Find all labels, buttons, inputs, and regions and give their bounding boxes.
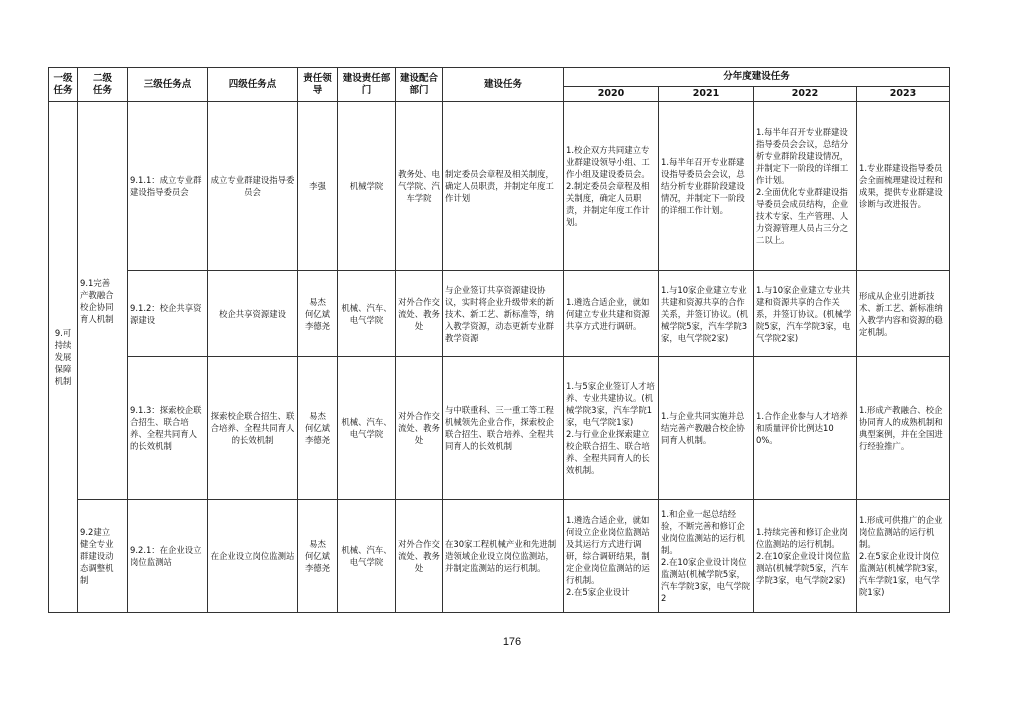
header-task: 建设任务	[443, 68, 564, 102]
level4-cell: 在企业设立岗位监测站	[208, 500, 298, 613]
level3-cell: 9.1.2：校企共享资源建设	[128, 271, 208, 357]
header-level4: 四级任务点	[208, 68, 298, 102]
header-leader: 责任领 导	[298, 68, 338, 102]
header-coop: 建设配合 部门	[396, 68, 443, 102]
level3-cell: 9.1.3：探索校企联合招生、联合培养、全程共同育人的长效机制	[128, 357, 208, 500]
year-2023-cell: 形成从企业引进新技术、新工艺、新标准纳入教学内容和资源的稳定机制。	[857, 271, 950, 357]
level3-cell: 9.2.1：在企业设立岗位监测站	[128, 500, 208, 613]
page-number: 176	[502, 636, 522, 648]
dept-cell: 机械学院	[338, 102, 396, 271]
year-2021-cell: 1.和企业一起总结经验，不断完善和修订企业岗位监测站的运行机制。 2.在10家企业设计岗位监测站(机械学院5家，汽车学院3家，电气学院2	[659, 500, 754, 613]
table-row	[49, 102, 950, 271]
level2-task-9-1: 9.1完善 产教融合 校企协同 育人机制	[78, 102, 128, 500]
task-cell: 与企业签订共享资源建设协议，实时将企业升级带来的新技术、新工艺、新标准等，纳入教学资源，动态更新专业群教学资源	[443, 271, 564, 357]
year-2021-cell: 1.与10家企业建立专业共建和资源共享的合作关系，并签订协议。(机械学院5家，汽车学院3家，电气学院2家)	[659, 271, 754, 357]
header-year-2023: 2023	[857, 87, 950, 102]
table-row	[49, 271, 950, 357]
level4-cell: 成立专业群建设指导委员会	[208, 102, 298, 271]
header-level2: 二级 任务	[78, 68, 128, 102]
year-2023-cell: 1.形成可供推广的企业岗位监测站的运行机制。 2.在5家企业设计岗位监测站(机械学院3家，汽车学院1家，电气学院1家)	[857, 500, 950, 613]
year-2021-cell: 1.每半年召开专业群建设指导委员会会议，总结分析专业群阶段建设情况，并制定下一阶段的详细工作计划。	[659, 102, 754, 271]
coop-cell: 对外合作交流处、教务处	[396, 500, 443, 613]
year-2020-cell: 1.遴选合适企业，就如何建立专业共建和资源共享方式进行调研。	[564, 271, 659, 357]
task-cell: 与中联重科、三一重工等工程机械领先企业合作，探索校企联合招生、联合培养、全程共同育人的长效机制	[443, 357, 564, 500]
task-table	[48, 67, 950, 613]
year-2022-cell: 1.与10家企业建立专业共建和资源共享的合作关系，并签订协议。(机械学院5家，汽车学院3家，电气学院2家)	[754, 271, 857, 357]
year-2023-cell: 1.形成产教融合、校企协同育人的成熟机制和典型案例，并在全国进行经验推广。	[857, 357, 950, 500]
year-2021-cell: 1.与企业共同实施并总结完善产教融合校企协同育人机制。	[659, 357, 754, 500]
dept-cell: 机械、汽车、电气学院	[338, 500, 396, 613]
coop-cell: 对外合作交流处、教务处	[396, 271, 443, 357]
year-2020-cell: 1.与5家企业签订人才培养、专业共建协议。(机械学院3家，汽车学院1家，电气学院1家) 2.与行业企业探索建立校企联合招生、联合培养、全程共同育人的长效机制。	[564, 357, 659, 500]
header-dept: 建设责任部 门	[338, 68, 396, 102]
table-row	[49, 357, 950, 500]
coop-cell: 教务处、电气学院、汽车学院	[396, 102, 443, 271]
year-2020-cell: 1.校企双方共同建立专业群建设领导小组、工作小组及建设委员会。 2.制定委员会章程及相关制度，确定人员职责，并制定年度工作计划。	[564, 102, 659, 271]
dept-cell: 机械、汽车、电气学院	[338, 357, 396, 500]
table-row	[49, 500, 950, 613]
level1-task: 9.可 持续 发展 保障 机制	[49, 102, 78, 613]
header-year-2022: 2022	[754, 87, 857, 102]
level2-task-9-2: 9.2建立 健全专业 群建设动 态调整机 制	[78, 500, 128, 613]
leader-cell: 易杰 何亿斌 李德尧	[298, 500, 338, 613]
coop-cell: 对外合作交流处、教务处	[396, 357, 443, 500]
header-annual: 分年度建设任务	[564, 68, 950, 87]
leader-cell: 易杰 何亿斌 李德尧	[298, 271, 338, 357]
year-2022-cell: 1.持续完善和修订企业岗位监测站的运行机制。 2.在10家企业设计岗位监测站(机械学院5家，汽车学院3家，电气学院2家)	[754, 500, 857, 613]
header-level1: 一级 任务	[49, 68, 78, 102]
task-cell: 在30家工程机械产业和先进制造领域企业设立岗位监测站，并制定监测站的运行机制。	[443, 500, 564, 613]
header-year-2020: 2020	[564, 87, 659, 102]
level4-cell: 校企共享资源建设	[208, 271, 298, 357]
header-level3: 三级任务点	[128, 68, 208, 102]
year-2023-cell: 1.专业群建设指导委员会全面梳理建设过程和成果，提供专业群建设诊断与改进报告。	[857, 102, 950, 271]
level3-cell: 9.1.1：成立专业群建设指导委员会	[128, 102, 208, 271]
task-cell: 制定委员会章程及相关制度，确定人员职责，并制定年度工作计划	[443, 102, 564, 271]
leader-cell: 易杰 何亿斌 李德尧	[298, 357, 338, 500]
leader-cell: 李强	[298, 102, 338, 271]
level4-cell: 探索校企联合招生、联合培养、全程共同育人的长效机制	[208, 357, 298, 500]
year-2022-cell: 1.合作企业参与人才培养和质量评价比例达100%。	[754, 357, 857, 500]
year-2020-cell: 1.遴选合适企业，就如何设立企业岗位监测站及其运行方式进行调研，综合调研结果，制定企业岗位监测站的运行机制。 2.在5家企业设计	[564, 500, 659, 613]
dept-cell: 机械、汽车、电气学院	[338, 271, 396, 357]
year-2022-cell: 1.每半年召开专业群建设指导委员会会议，总结分析专业群阶段建设情况，并制定下一阶段的详细工作计划。 2.全面优化专业群建设指导委员会成员结构，企业技术专家、生产管理、人力资源管理人员占三分之二以上。	[754, 102, 857, 271]
header-year-2021: 2021	[659, 87, 754, 102]
